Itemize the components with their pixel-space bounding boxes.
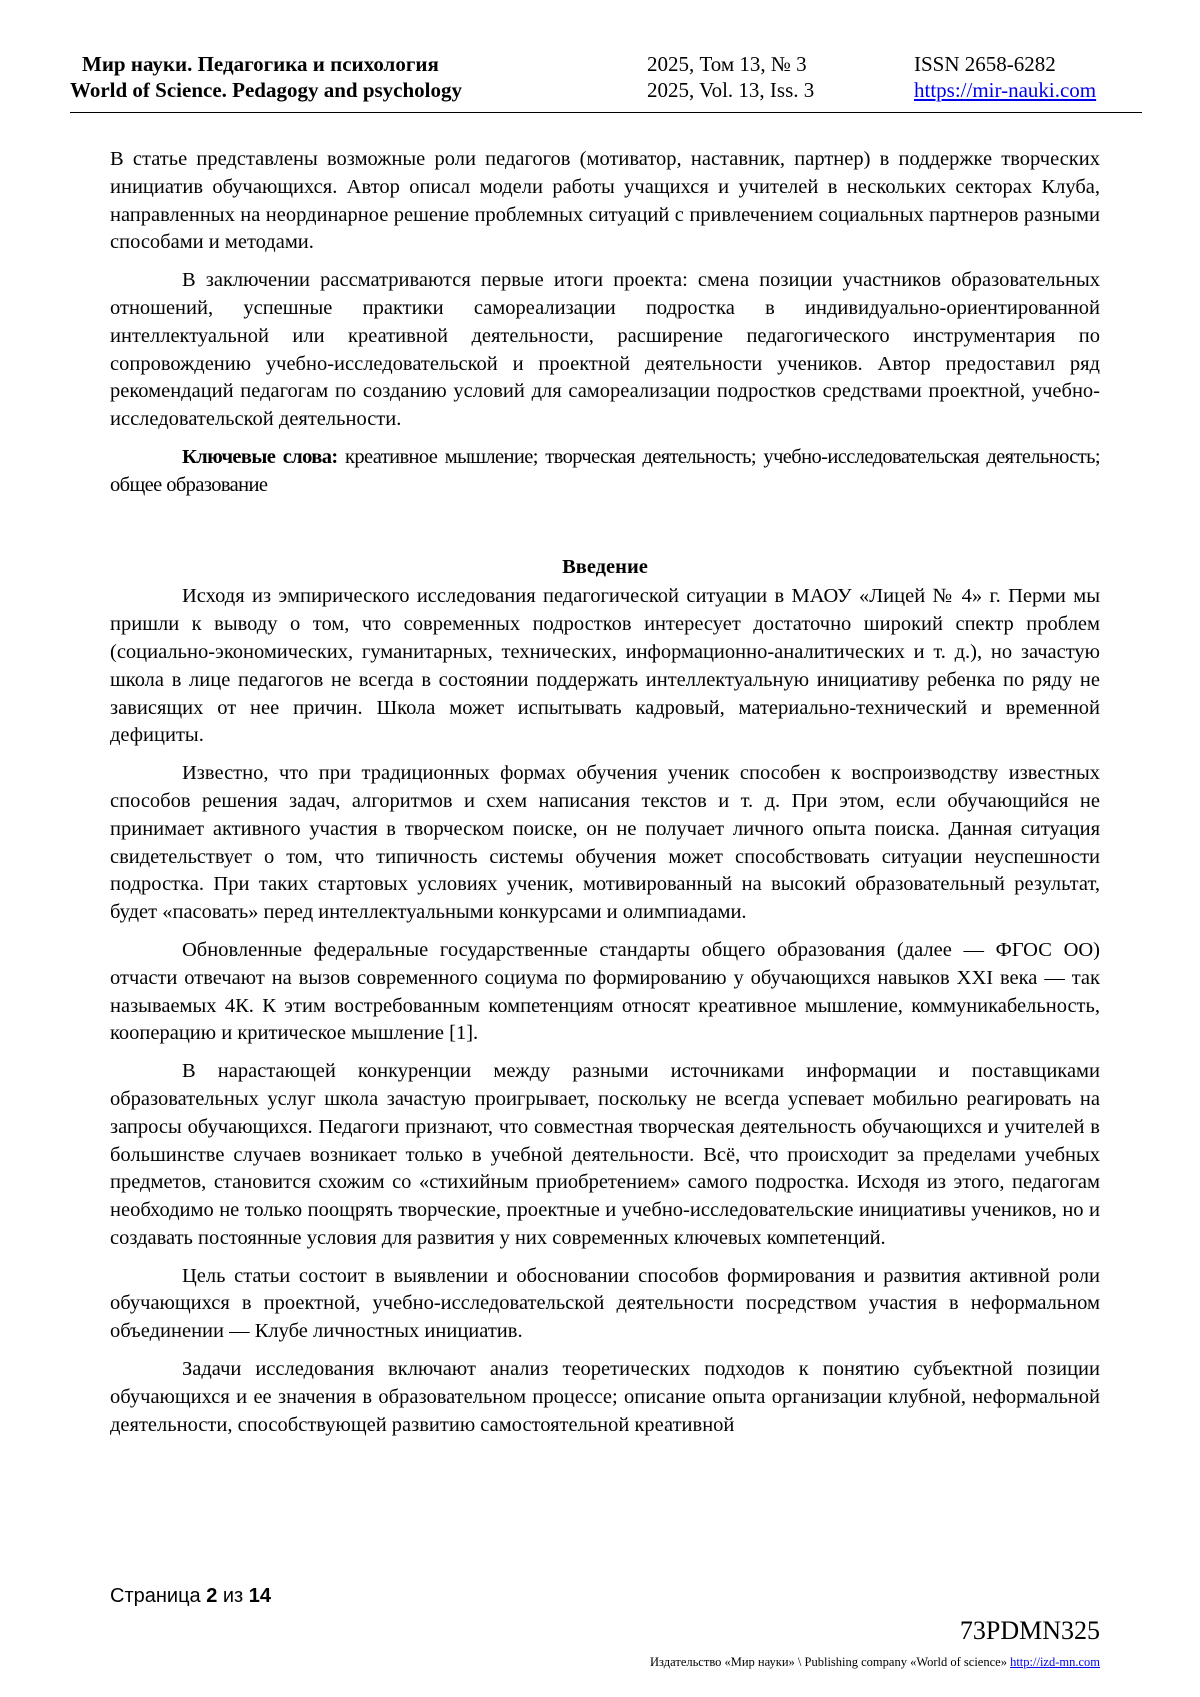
body-paragraph: Исходя из эмпирического исследования педагогической ситуации в МАОУ «Лицей № 4» г. Перми мы пришли к выводу о том, что современных подростков интересует достаточно широкий спектр проблем (социально-экономических, гуманитарных, технических, информационно-аналитических и т. д.), но зачастую школа в лице педагогов не всегда в состоянии поддержать интеллектуальную инициативу ребенка по ряду не зависящих от нее причин. Школа может испытывать кадровый, материально-технический и временной дефициты. xyxy=(110,585,1100,747)
journal-header xyxy=(70,50,1142,113)
abstract-paragraph: В заключении рассматриваются первые итоги проекта: смена позиции участников образовательных отношений, успешные практики самореализации подростка в индивидуально-ориентированной интеллектуальной или креативной деятельности, расширение педагогического инструментария по сопровождению учебно-исследовательской и проектной деятельности учеников. Автор предоставил ряд рекомендаций педагогам по созданию условий для самореализации подростков средствами проектной, учебно-исследовательской деятельности. xyxy=(110,269,1100,431)
article-code: 73PDMN325 xyxy=(959,1616,1100,1645)
journal-title-ru: Мир науки. Педагогика и психология xyxy=(82,52,439,76)
section-heading-introduction: Введение xyxy=(562,555,648,578)
page-mid: из xyxy=(217,1585,249,1607)
page-prefix: Страница xyxy=(110,1585,207,1607)
body-paragraph: Задачи исследования включают анализ теоретических подходов к понятию субъектной позиции обучающихся и ее значения в образовательном процессе; описание опыта организации клубной, неформальной деятельности, способствующей развитию самостоятельной креативной xyxy=(110,1358,1100,1436)
publisher-text: Издательство «Мир науки» \ Publishing company «World of science» xyxy=(650,1655,1011,1669)
abstract-paragraph: В статье представлены возможные роли педагогов (мотиватор, наставник, партнер) в поддержке творческих инициатив обучающихся. Автор описал модели работы учащихся и учителей в нескольких секторах Клуба, направленных на неординарное решение проблемных ситуаций с привлечением социальных партнеров разными способами и методами. xyxy=(110,148,1100,254)
keywords-label: Ключевые слова: xyxy=(182,445,338,468)
body-paragraph: В нарастающей конкуренции между разными источниками информации и поставщиками образовательных услуг школа зачастую проигрывает, поскольку не всегда успевает мобильно реагировать на запросы обучающихся. Педагоги признают, что совместная творческая деятельность обучающихся и учителей в большинстве случаев возникает только в учебной деятельности. Всё, что происходит за пределами учебных предметов, становится схожим со «стихийным приобретением» самого подростка. Исходя из этого, педагогам необходимо не только поощрять творческие, проектные и учебно-исследовательские инициативы учеников, но и создавать постоянные условия для развития у них современных ключевых компетенций. xyxy=(110,1060,1100,1249)
issn: ISSN 2658-6282 xyxy=(914,52,1056,76)
keywords xyxy=(110,444,1100,500)
article-body xyxy=(110,146,1100,1449)
issue-en: 2025, Vol. 13, Iss. 3 xyxy=(647,78,815,102)
body-paragraph: Цель статьи состоит в выявлении и обосновании способов формирования и развития активной роли обучающихся в проектной, учебно-исследовательской деятельности посредством участия в неформальном объединении — Клубе личностных инициатив. xyxy=(110,1264,1100,1343)
journal-title-en: World of Science. Pedagogy and psychology xyxy=(70,78,463,102)
page-current: 2 xyxy=(206,1585,218,1607)
page-total: 14 xyxy=(248,1585,272,1607)
publisher-line xyxy=(650,1655,1100,1670)
publisher-link[interactable]: http://izd-mn.com xyxy=(1010,1655,1100,1669)
keywords-list: креативное мышление; творческая деятельность; учебно-исследовательская деятельность; общее образование xyxy=(110,445,1100,496)
issue-ru: 2025, Том 13, № 3 xyxy=(647,52,807,76)
body-paragraph: Известно, что при традиционных формах обучения ученик способен к воспроизводству известных способов решения задач, алгоритмов и схем написания текстов и т. д. При этом, если обучающийся не принимает активного участия в творческом поиске, он не получает личного опыта поиска. Данная ситуация свидетельствует о том, что типичность системы обучения может способствовать ситуации неуспешности подростка. При таких стартовых условиях ученик, мотивированный на высокий образовательный результат, будет «пасовать» перед интеллектуальными конкурсами и олимпиадами. xyxy=(110,762,1100,924)
journal-site-link[interactable]: https://mir-nauki.com xyxy=(914,78,1097,102)
page-number xyxy=(110,1585,271,1608)
body-paragraph: Обновленные федеральные государственные стандарты общего образования (далее — ФГОС ОО) отчасти отвечают на вызов современного социума по формированию у обучающихся навыков XXI века — так называемых 4К. К этим востребованным компетенциям относят креативное мышление, коммуникабельность, кооперацию и критическое мышление [1]. xyxy=(110,938,1100,1045)
